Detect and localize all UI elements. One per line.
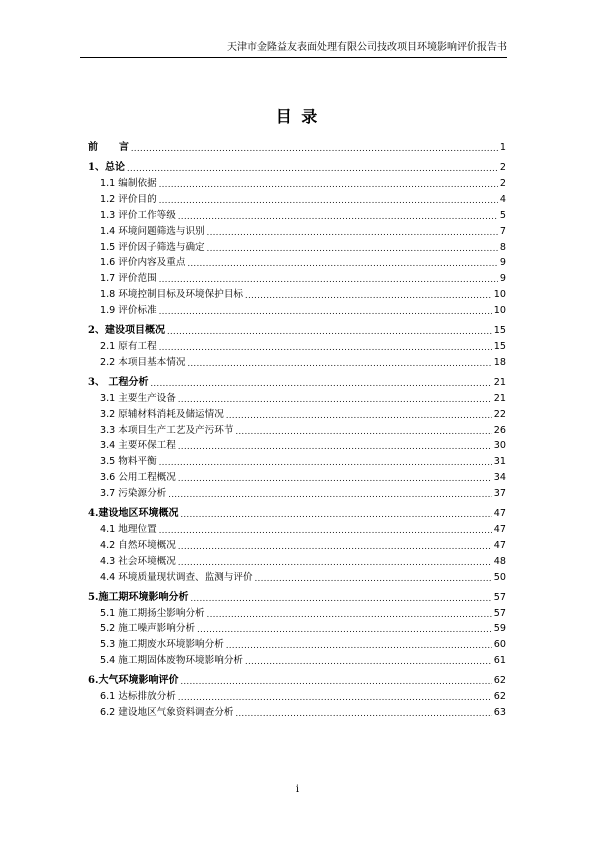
toc-entry-label: 4.4 环境质量现状调查、监测与评价 [100, 571, 253, 583]
toc-entry[interactable] [88, 238, 506, 254]
toc-entry-label: 3.7 污染源分析 [100, 487, 167, 499]
toc-entry-page: 9 [499, 257, 506, 269]
toc-leader-dots [178, 542, 492, 552]
toc-entry[interactable] [88, 389, 506, 405]
toc-entry-label: 3.2 原辅材料消耗及储运情况 [100, 408, 224, 420]
toc-leader-dots [207, 244, 498, 254]
toc-entry-label: 5.4 施工期固体废物环境影响分析 [100, 655, 244, 667]
toc-leader-dots [235, 427, 491, 437]
toc-entry[interactable] [88, 484, 506, 500]
toc-entry[interactable] [88, 269, 506, 285]
toc-leader-dots [245, 291, 492, 301]
toc-leader-dots [226, 641, 492, 651]
toc-leader-dots [235, 709, 491, 719]
toc-entry-label: 4.2 自然环境概况 [100, 539, 176, 551]
toc-entry-label: 4.1 地理位置 [100, 523, 157, 535]
toc-entry[interactable] [88, 317, 506, 337]
toc-entry-label: 1.2 评价目的 [100, 194, 157, 206]
toc-entry-page: 26 [493, 424, 506, 436]
toc-leader-dots [180, 510, 491, 520]
toc-entry-label: 前 言 [88, 142, 129, 154]
toc-entry[interactable] [88, 134, 506, 154]
toc-entry[interactable] [88, 285, 506, 301]
toc-entry-page: 10 [493, 304, 506, 316]
toc-entry-page: 15 [493, 325, 506, 337]
toc-leader-dots [255, 574, 492, 584]
toc-entry-page: 63 [493, 706, 506, 718]
toc-entry[interactable] [88, 353, 506, 369]
toc-entry-label: 4.建设地区环境概况 [88, 508, 179, 520]
toc-entry-page: 48 [493, 555, 506, 567]
toc-entry-page: 1 [499, 142, 506, 154]
toc-leader-dots [167, 327, 492, 337]
toc-entry[interactable] [88, 552, 506, 568]
toc-leader-dots [245, 657, 492, 667]
toc-entry-label: 1.8 环境控制目标及环境保护目标 [100, 289, 244, 301]
toc-entry-page: 18 [493, 356, 506, 368]
toc-entry-page: 47 [493, 508, 506, 520]
toc-entry-page: 2 [499, 178, 506, 190]
toc-entry-page: 47 [493, 523, 506, 535]
toc-entry[interactable] [88, 154, 506, 174]
toc-leader-dots [190, 594, 491, 604]
toc-entry-page: 2 [499, 162, 506, 174]
toc-entry-label: 3.1 主要生产设备 [100, 392, 176, 404]
toc-entry[interactable] [88, 667, 506, 687]
toc-entry-page: 21 [493, 392, 506, 404]
toc-entry-page: 15 [493, 341, 506, 352]
toc-entry-label: 3.4 主要环保工程 [100, 440, 176, 452]
toc-leader-dots [187, 259, 497, 269]
toc-entry-label: 1.1 编制依据 [100, 178, 157, 190]
toc-entry[interactable] [88, 369, 506, 389]
toc-leader-dots [159, 307, 492, 317]
toc-entry[interactable] [88, 421, 506, 437]
toc-leader-dots [207, 610, 492, 620]
toc-entry[interactable] [88, 468, 506, 484]
toc-entry[interactable] [88, 651, 506, 667]
toc-leader-dots [207, 228, 498, 238]
toc-entry[interactable] [88, 452, 506, 468]
toc-entry-label: 1.7 评价范围 [100, 273, 157, 285]
toc-entry[interactable] [88, 254, 506, 270]
toc-entry[interactable] [88, 604, 506, 620]
toc-entry-label: 2.2 本项目基本情况 [100, 356, 186, 368]
toc-entry-label: 1.5 评价因子筛选与确定 [100, 241, 205, 253]
page-number: i [295, 784, 300, 795]
toc-leader-dots [159, 275, 498, 285]
toc-entry[interactable] [88, 500, 506, 520]
toc-leader-dots [159, 180, 498, 190]
toc-entry-page: 62 [493, 691, 506, 703]
toc-entry-label: 1.3 评价工作等级 [100, 209, 176, 221]
toc-leader-dots [150, 379, 491, 389]
toc-entry-page: 8 [499, 241, 506, 253]
table-of-contents [88, 134, 506, 719]
toc-entry-label: 3.5 物料平衡 [100, 456, 157, 468]
toc-leader-dots [131, 144, 498, 154]
toc-entry-label: 3.6 公用工程概况 [100, 472, 176, 484]
toc-leader-dots [159, 343, 492, 353]
toc-entry-page: 21 [493, 377, 506, 389]
toc-entry-label: 6.1 达标排放分析 [100, 691, 176, 703]
toc-leader-dots [178, 693, 492, 703]
toc-entry-label: 6.大气环境影响评价 [88, 675, 179, 687]
toc-leader-dots [159, 196, 498, 206]
toc-entry-label: 3.3 本项目生产工艺及产污环节 [100, 424, 234, 436]
toc-entry-page: 7 [499, 225, 506, 237]
toc-leader-dots [159, 458, 492, 468]
toc-entry[interactable] [88, 536, 506, 552]
toc-entry[interactable] [88, 520, 506, 536]
toc-entry[interactable] [88, 620, 506, 636]
toc-entry[interactable] [88, 437, 506, 453]
toc-leader-dots [178, 474, 492, 484]
toc-entry-label: 5.2 施工噪声影响分析 [100, 623, 196, 635]
toc-leader-dots [226, 411, 492, 421]
running-header: 天津市金隆益友表面处理有限公司技改项目环境影响评价报告书 [80, 38, 507, 58]
toc-entry-label: 2、建设项目概况 [88, 325, 165, 337]
toc-entry-label: 1.6 评价内容及重点 [100, 257, 186, 269]
toc-entry-label: 5.施工期环境影响分析 [88, 591, 189, 603]
toc-leader-dots [168, 490, 492, 500]
toc-entry-label: 6.2 建设地区气象资料调查分析 [100, 706, 234, 718]
toc-entry-page: 57 [493, 607, 506, 619]
toc-entry[interactable] [88, 687, 506, 703]
toc-leader-dots [127, 164, 498, 174]
toc-entry-page: 60 [493, 639, 506, 651]
toc-entry-page: 9 [499, 273, 506, 285]
page-title: 目 录 [275, 107, 320, 126]
toc-entry-label: 1.9 评价标准 [100, 304, 157, 316]
toc-entry-page: 4 [499, 194, 506, 206]
toc-entry-page: 34 [493, 472, 506, 484]
toc-entry-label: 1.4 环境问题筛选与识别 [100, 225, 205, 237]
toc-entry-label: 5.3 施工期废水环境影响分析 [100, 639, 224, 651]
toc-entry[interactable] [88, 222, 506, 238]
toc-leader-dots [178, 442, 492, 452]
toc-entry-page: 50 [493, 571, 506, 583]
toc-entry-page: 22 [493, 408, 506, 420]
toc-leader-dots [197, 625, 492, 635]
toc-entry-label: 2.1 原有工程 [100, 341, 157, 352]
toc-entry[interactable] [88, 206, 506, 222]
toc-entry[interactable] [88, 190, 506, 206]
toc-entry-label: 1、总论 [88, 162, 125, 174]
toc-entry[interactable] [88, 635, 506, 651]
toc-leader-dots [159, 526, 492, 536]
toc-entry-label: 5.1 施工期扬尘影响分析 [100, 607, 205, 619]
toc-entry-page: 57 [493, 591, 506, 603]
toc-entry-page: 62 [493, 675, 506, 687]
toc-entry-page: 5 [499, 209, 506, 221]
toc-leader-dots [178, 395, 492, 405]
toc-leader-dots [178, 212, 498, 222]
toc-entry[interactable] [88, 337, 506, 353]
toc-entry-label: 3、 工程分析 [88, 377, 149, 389]
toc-leader-dots [178, 558, 492, 568]
toc-entry-page: 61 [493, 655, 506, 667]
toc-entry-page: 10 [493, 289, 506, 301]
toc-entry[interactable] [88, 301, 506, 317]
toc-entry-page: 47 [493, 539, 506, 551]
toc-entry[interactable] [88, 703, 506, 719]
toc-entry[interactable] [88, 405, 506, 421]
toc-entry-page: 31 [493, 456, 506, 468]
toc-entry-label: 4.3 社会环境概况 [100, 555, 176, 567]
toc-entry-page: 37 [493, 487, 506, 499]
toc-entry[interactable] [88, 174, 506, 190]
toc-entry-page: 30 [493, 440, 506, 452]
toc-leader-dots [187, 359, 491, 369]
toc-leader-dots [180, 677, 491, 687]
toc-entry-page: 59 [493, 623, 506, 635]
toc-entry[interactable] [88, 584, 506, 604]
toc-entry[interactable] [88, 568, 506, 584]
